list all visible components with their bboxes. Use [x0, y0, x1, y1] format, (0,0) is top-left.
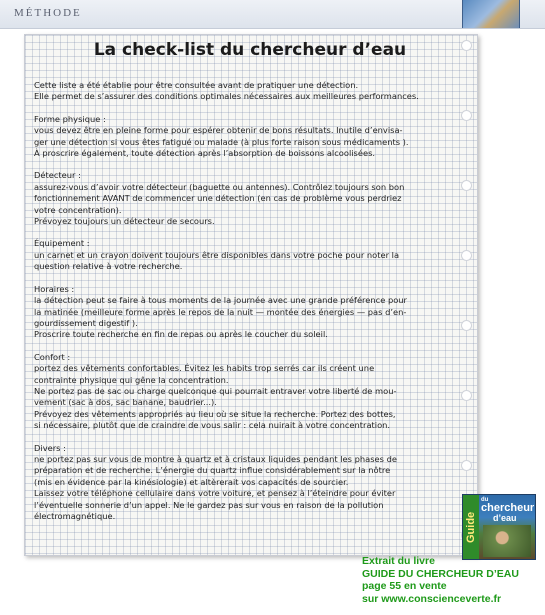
cover-spine-label: Guide — [463, 495, 479, 559]
section-line: préparation et de recherche. L’énergie du quartz influe considérablement sur la nôtre — [34, 465, 391, 476]
section-line: fonctionnement AVANT de commencer une détection (en cas de problème vous perdriez — [34, 193, 402, 204]
cover-title-sub: d’eau — [493, 513, 517, 523]
section-line: ger une détection si vous êtes fatigué ou malade (à plus forte raison sous médicaments ). — [34, 136, 409, 147]
cover-photo — [483, 525, 531, 557]
section-title: Confort : — [34, 351, 71, 362]
page-title: La check-list du chercheur d’eau — [93, 40, 407, 60]
section-horaires — [34, 284, 462, 341]
section-line: Laissez votre téléphone cellulaire dans votre voiture, et pensez à l’éteindre pour éviter — [34, 488, 396, 499]
section-line: un carnet et un crayon doivent toujours être disponibles dans votre poche pour noter la — [34, 249, 400, 260]
section-line: votre concentration). — [34, 204, 122, 215]
section-line: la détection peut se faire à tous moments de la journée avec une grande préférence pour — [34, 295, 407, 306]
book-credit — [362, 555, 542, 605]
section-title: Divers : — [34, 442, 66, 453]
section-equipement — [34, 238, 462, 272]
section-line: (mis en évidence par la kinésiologie) et altèrerait vos capacités de sourcier. — [34, 476, 349, 487]
book-cover-image[interactable] — [462, 494, 536, 560]
section-label: MÉTHODE — [14, 7, 82, 19]
section-line: gourdissement digestif ). — [34, 317, 138, 328]
section-line: Prévoyez toujours un détecteur de secours. — [34, 216, 215, 227]
section-line: l’éventuelle sonnerie d’un appel. Ne le gardez pas sur vous en raison de la pollution — [34, 499, 384, 510]
section-detecteur — [34, 170, 462, 227]
section-line: contrainte physique qui gêne la concentration. — [34, 374, 229, 385]
section-title: Équipement : — [34, 238, 90, 249]
cover-title-main: chercheur — [481, 502, 535, 514]
header-photo — [462, 0, 520, 28]
section-line: Proscrire toute recherche en fin de repas ou après le coucher du soleil. — [34, 329, 328, 340]
section-line: vous devez être en pleine forme pour espérer obtenir de bons résultats. Inutile d’envisa- — [34, 125, 403, 136]
header-bar — [0, 0, 545, 29]
credit-website-link[interactable]: sur www.conscienceverte.fr — [362, 592, 502, 605]
cover-title-small: du — [481, 497, 489, 503]
section-line: question relative à votre recherche. — [34, 261, 183, 272]
section-line: la matinée (meilleure forme après le repos de la nuit — montée des énergies — pas d’en- — [34, 306, 407, 317]
section-line: assurez-vous d’avoir votre détecteur (baguette ou antennes). Contrôlez toujours son bon — [34, 181, 405, 192]
section-line: Prévoyez des vêtements appropriés au lieu où se situe la recherche. Portez des bottes, — [34, 408, 396, 419]
intro-paragraph — [34, 80, 462, 103]
section-line: À proscrire également, toute détection après l’absorption de boissons alcoolisées. — [34, 148, 376, 159]
section-line: portez des vêtements confortables. Évitez les habits trop serrés car ils créent une — [34, 363, 375, 374]
section-line: électromagnétique. — [34, 511, 116, 521]
section-title: Forme physique : — [34, 113, 106, 124]
checklist-content — [34, 80, 462, 533]
credit-line: page 55 en vente — [362, 580, 447, 592]
intro-line: Cette liste a été établie pour être consultée avant de pratiquer une détection. — [34, 80, 359, 90]
section-divers — [34, 443, 462, 523]
credit-book-title: GUIDE DU CHERCHEUR D’EAU — [362, 567, 519, 580]
section-confort — [34, 352, 462, 432]
section-line: ne portez pas sur vous de montre à quartz et à cristaux liquides pendant les phases de — [34, 453, 397, 464]
section-forme-physique — [34, 114, 462, 160]
section-line: si nécessaire, plutôt que de craindre de vous salir : cela nuirait à votre concentration. — [34, 420, 391, 431]
section-line: vement (sac à dos, sac banane, baudrier...). — [34, 397, 217, 408]
credit-line: Extrait du livre — [362, 555, 435, 567]
section-line: Ne portez pas de sac ou charge quelconque qui pourrait entraver votre liberté de mou- — [34, 385, 397, 396]
section-title: Détecteur : — [34, 170, 81, 181]
intro-line: Elle permet de s’assurer des conditions optimales nécessaires aux meilleures performances. — [34, 91, 419, 102]
section-title: Horaires : — [34, 283, 75, 294]
